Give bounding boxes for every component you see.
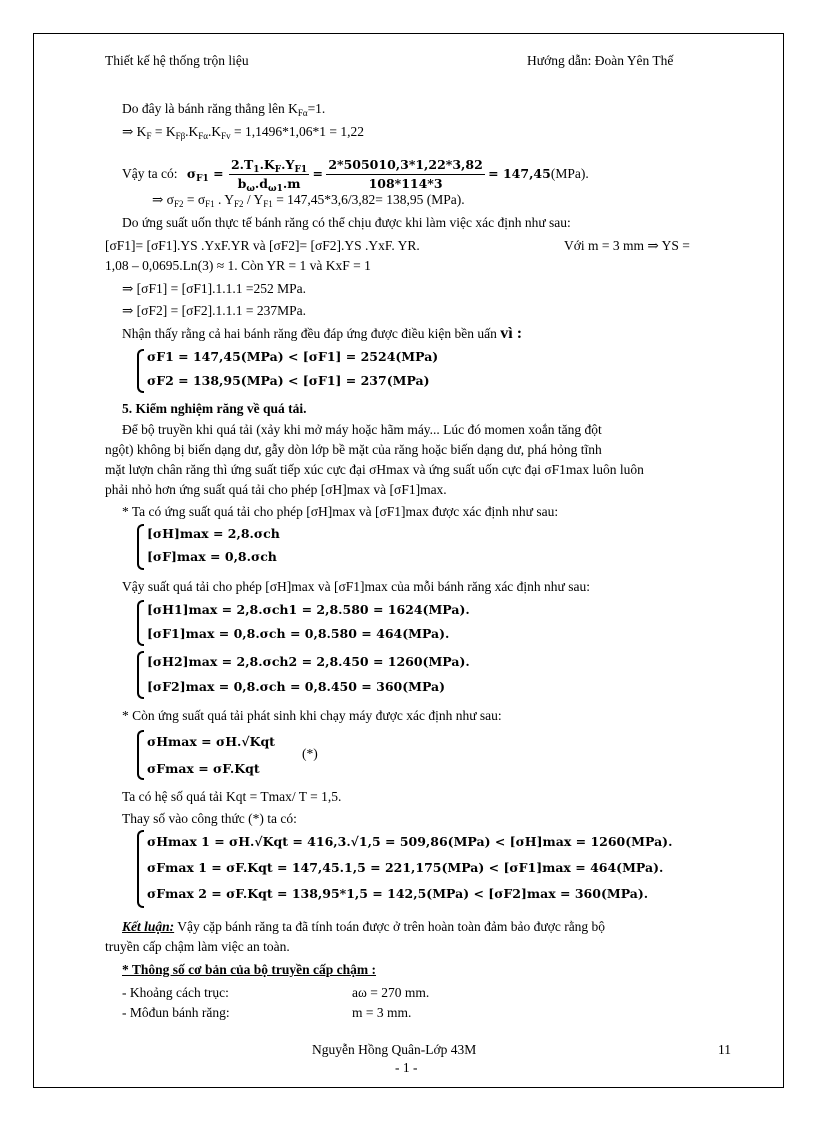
- section-title-overload: 5. Kiểm nghiệm răng về quá tải.: [122, 401, 307, 416]
- paragraph-line: phải nhỏ hơn ứng suất quá tải cho phép [σH]max và [σF1]max.: [105, 482, 447, 497]
- brace: [137, 830, 144, 908]
- paragraph-line: Ta có hệ số quá tải Kqt = Tmax/ T = 1,5.: [122, 789, 342, 804]
- brace: [137, 524, 144, 570]
- equation-tag: (*): [302, 746, 318, 761]
- paragraph-line: Thay số vào công thức (*) ta có:: [122, 811, 297, 826]
- eq-f-max-2-check: σFmax 2 = σF.Kqt = 138,95*1,5 = 142,5(MPa) < [σF2]max = 360(MPa).: [147, 886, 649, 901]
- brace: [137, 730, 144, 780]
- paragraph-line: Để bộ truyền khi quá tải (xảy khi mở máy hoặc hãm máy... Lúc đó momen xoắn tăng đột: [122, 422, 602, 437]
- line-allowable-intro: Do ứng suất uốn thực tế bánh răng có thể chịu được khi làm việc xác định như sau:: [122, 215, 571, 230]
- eq-f1-max: [σF1]max = 0,8.σch = 0,8.580 = 464(MPa).: [147, 626, 450, 641]
- line-sigma-f2-allow: ⇒ [σF2] = [σF2].1.1.1 = 237MPa.: [122, 303, 306, 318]
- eq-sigma-f1-check: σF1 = 147,45(MPa) < [σF1] = 2524(MPa): [147, 349, 439, 364]
- paragraph-line: ngột) không bị biến dạng dư, gẫy dòn lớp bề mặt của răng hoặc biến dạng dư, phá hỏng tĩnh: [105, 442, 602, 457]
- eq-h-max-1-check: σHmax 1 = σH.√Kqt = 416,3.√1,5 = 509,86(MPa) < [σH]max = 1260(MPa).: [147, 834, 673, 849]
- line-module-ys: Với m = 3 mm ⇒ YS =: [564, 238, 690, 253]
- footer-author: Nguyễn Hồng Quân-Lớp 43M: [312, 1042, 477, 1057]
- line-sigma-f1-allow: ⇒ [σF1] = [σF1].1.1.1 =252 MPa.: [122, 281, 306, 296]
- spec-label: - Môđun bánh răng:: [122, 1005, 230, 1020]
- sigma-f1-equation: Vậy ta có: $\sigma_{F1}$ = $\frac{2.T_1.K_F.Y_{F1}}{b_\omega.d_{\omega 1}.m}$ = $\frac{2*505010,3*1,22*3,82}{108*114*3}$ = 147,45(MPa).: [122, 157, 589, 194]
- eq-h2-max: [σH2]max = 2,8.σch2 = 2,8.450 = 1260(MPa).: [147, 654, 470, 669]
- eq-h1-max: [σH1]max = 2,8.σch1 = 2,8.580 = 1624(MPa).: [147, 602, 470, 617]
- brace: [137, 651, 144, 699]
- line-conclusion-bending: Nhận thấy rằng cả hai bánh răng đều đáp ứng được điều kiện bền uấn vì :: [122, 325, 523, 342]
- eq-f-max-1-check: σFmax 1 = σF.Kqt = 147,45.1,5 = 221,175(MPa) < [σF1]max = 464(MPa).: [147, 860, 664, 875]
- eq-f2-max: [σF2]max = 0,8.σch = 0,8.450 = 360(MPa): [147, 679, 446, 694]
- spec-title: * Thông số cơ bản của bộ truyền cấp chậm :: [122, 962, 377, 977]
- line-kf: ⇒ $K_F = K_{F\beta}.K_{F\alpha}.K_{Fv} = 1,1496*1,06*1 = 1,22$: [122, 124, 365, 141]
- line-kfa: Do đây là bánh răng thẳng lên $K_{F\alpha}=1$.: [122, 101, 326, 118]
- paragraph-line: mặt lượn chân răng thì ứng suất tiếp xúc cực đại σHmax và ứng suất uốn cực đại σF1max luôn luôn: [105, 462, 644, 477]
- brace: [137, 600, 144, 646]
- line-ys-value: 1,08 – 0,0695.Ln(3) ≈ 1. Còn YR = 1 và KxF = 1: [105, 258, 371, 273]
- spec-value: m = 3 mm.: [352, 1005, 412, 1020]
- conclusion: Kết luận: Vậy cặp bánh răng ta đã tính toán được ở trên hoàn toàn đảm bảo được rằng bộ: [122, 919, 606, 934]
- eq-allow-f-max: [σF]max = 0,8.σch: [147, 549, 277, 564]
- eq-sigma-h-max: σHmax = σH.√Kqt: [147, 734, 275, 749]
- spec-label: - Khoảng cách trục:: [122, 985, 229, 1000]
- eq-sigma-f-max: σFmax = σF.Kqt: [147, 761, 260, 776]
- paragraph-line: * Ta có ứng suất quá tải cho phép [σH]max và [σF1]max được xác định như sau:: [122, 504, 559, 519]
- header-right: Hướng dẫn: Đoàn Yên Thế: [527, 53, 674, 68]
- eq-allow-h-max: [σH]max = 2,8.σch: [147, 526, 280, 541]
- footer-page-marker: - 1 -: [395, 1060, 418, 1075]
- line-sigma-f2: ⇒ $\sigma_{F2} = \sigma_{F1}$ . $Y_{F2} / Y_{F1} = 147,45*3,6/3,82= 138,95$ (MPa).: [152, 192, 465, 209]
- paragraph-line: * Còn ứng suất quá tải phát sinh khi chạy máy được xác định như sau:: [122, 708, 502, 723]
- eq-sigma-f2-check: σF2 = 138,95(MPa) < [σF1] = 237(MPa): [147, 373, 430, 388]
- conclusion-line-2: truyền cấp chậm làm việc an toàn.: [105, 939, 290, 954]
- paragraph-line: Vậy suất quá tải cho phép [σH]max và [σF1]max của mỗi bánh răng xác định như sau:: [122, 579, 590, 594]
- spec-value: aω = 270 mm.: [352, 985, 430, 1000]
- footer-page-number: 11: [718, 1042, 731, 1057]
- line-allowable-formula: [σF1]= [σF1].YS .YxF.YR và [σF2]= [σF2].YS .YxF. YR.: [105, 238, 420, 253]
- header-left: Thiết kế hệ thống trộn liệu: [105, 53, 249, 68]
- brace: [137, 349, 144, 393]
